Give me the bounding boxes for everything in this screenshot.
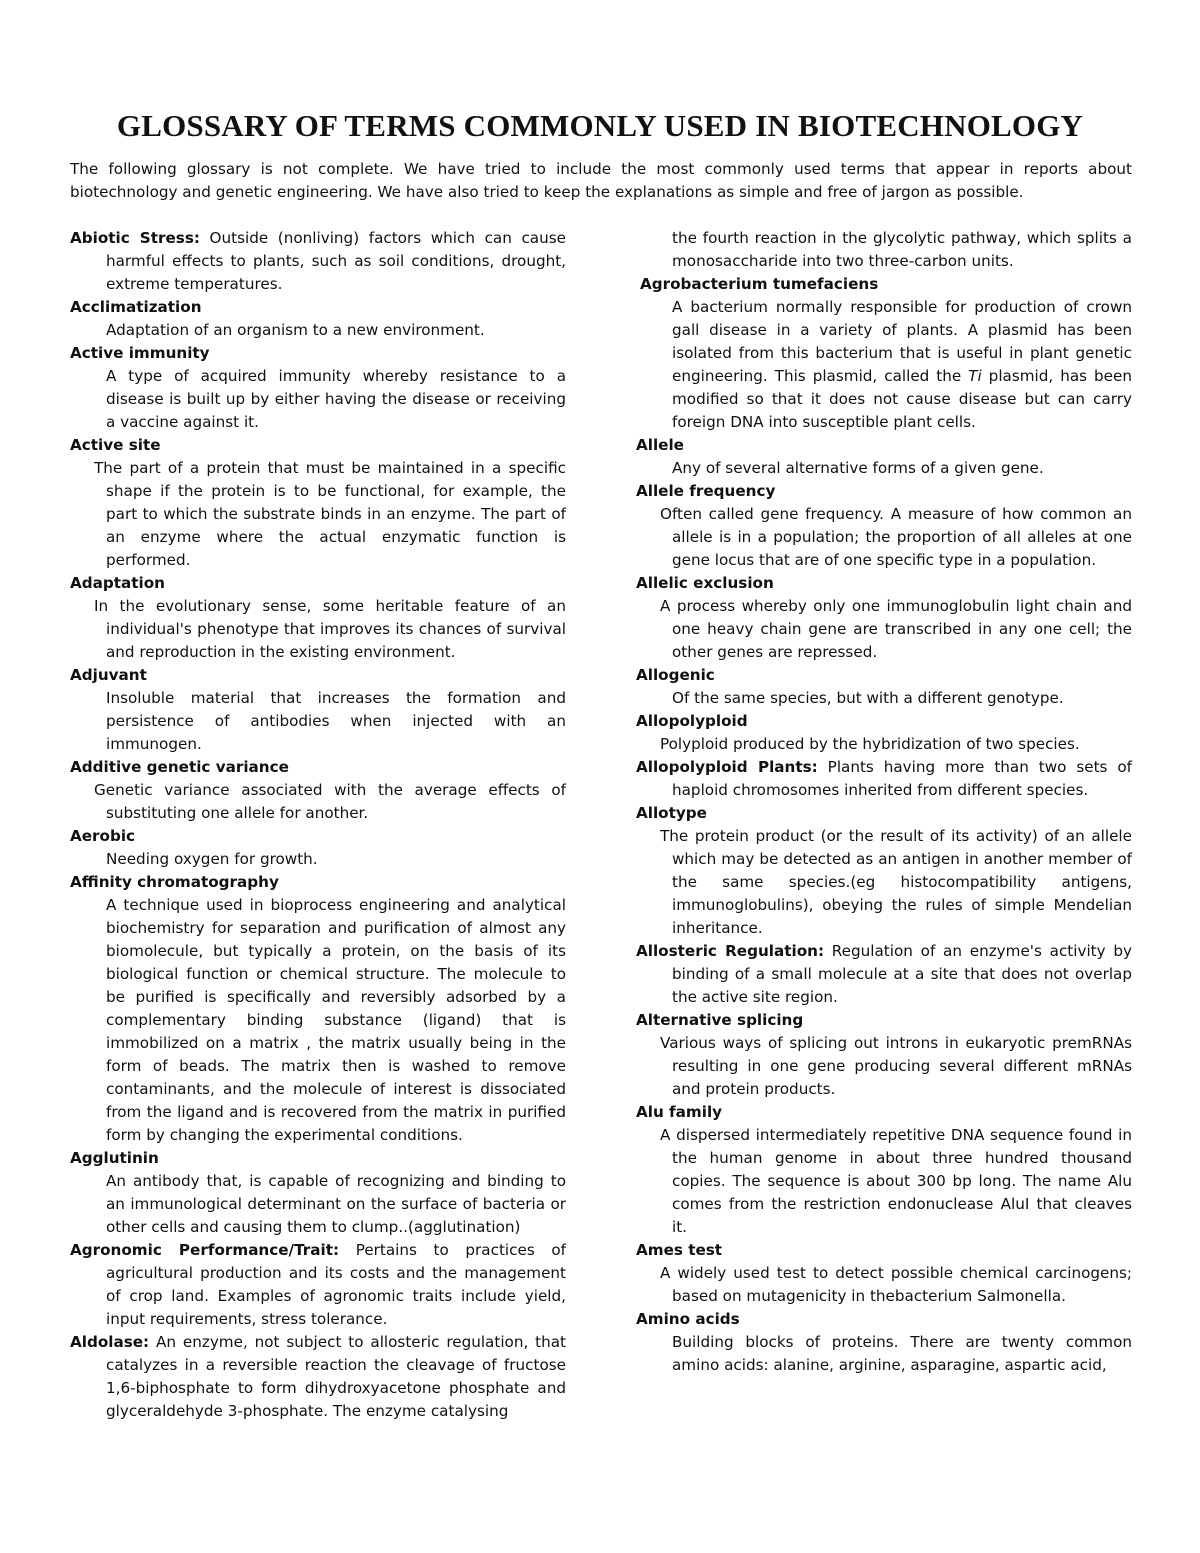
term-alu-family: Alu family (636, 1103, 723, 1121)
definition-adjuvant: Insoluble material that increases the formation and persistence of antibodies when injected with an immunogen. (106, 689, 566, 753)
definition-amino-acids: Building blocks of proteins. There are twenty common amino acids: alanine, arginine, asparagine, aspartic acid, (672, 1333, 1132, 1374)
term-allosteric-regulation: Allosteric Regulation: (636, 942, 825, 960)
definition-agrobacterium-part-b: plasmid, has been modified so that it does not cause disease but can carry foreign DNA into susceptible plant cells. (672, 367, 1132, 431)
entry-runin (636, 756, 1132, 802)
definition-agronomic-performance: Pertains to practices of agricultural production and its costs and the management of crop land. Examples of agronomic traits include yield, input requirements, stress tolerance. (106, 1241, 566, 1328)
definition-allopolyploid: Polyploid produced by the hybridization of two species. (660, 735, 1080, 753)
entry-runin (70, 1239, 566, 1331)
entry-allele (636, 434, 1132, 480)
entry-allelic-exclusion (636, 572, 1132, 664)
term-allotype: Allotype (636, 804, 707, 822)
page-title: GLOSSARY OF TERMS COMMONLY USED IN BIOTECHNOLOGY (116, 108, 1084, 143)
entry-ames-test (636, 1239, 1132, 1308)
term-agglutinin: Agglutinin (70, 1149, 159, 1167)
definition-aldolase-continued: the fourth reaction in the glycolytic pathway, which splits a monosaccharide into two three-carbon units. (672, 229, 1132, 270)
term-additive-genetic-variance: Additive genetic variance (70, 758, 289, 776)
left-column (70, 227, 566, 1423)
definition-agrobacterium (636, 296, 1132, 434)
term-adjuvant: Adjuvant (70, 666, 147, 684)
definition-agrobacterium-part-a: A bacterium normally responsible for production of crown gall disease in a variety of plants. A plasmid has been isolated from this bacterium that is useful in plant genetic engineering. This plasmid, called the (672, 298, 1132, 385)
entry-amino-acids (636, 1308, 1132, 1377)
term-allogenic: Allogenic (636, 666, 715, 684)
definition-aldolase: An enzyme, not subject to allosteric regulation, that catalyzes in a reversible reaction the cleavage of fructose 1,6-biphosphate to form dihydroxyacetone phosphate and glyceraldehyde 3-phosphate. The enzyme catalysing (106, 1333, 566, 1420)
term-allele: Allele (636, 436, 684, 454)
definition-abiotic-stress: Outside (nonliving) factors which can cause harmful effects to plants, such as soil conditions, drought, extreme temperatures. (106, 229, 566, 293)
definition-acclimatization: Adaptation of an organism to a new environment. (106, 321, 485, 339)
definition-allele-frequency: Often called gene frequency. A measure of how common an allele is in a population; the proportion of all alleles at one gene locus that are of one specific type in a population. (660, 505, 1132, 569)
term-adaptation: Adaptation (70, 574, 165, 592)
intro-paragraph: The following glossary is not complete. We have tried to include the most commonly used terms that appear in reports about biotechnology and genetic engineering. We have also tried to keep the explanations as simple and free of jargon as possible. (70, 160, 1132, 201)
entry-acclimatization (70, 296, 566, 342)
entry-alu-family (636, 1101, 1132, 1239)
definition-allogenic: Of the same species, but with a different genotype. (672, 689, 1064, 707)
ti-plasmid-name: Ti (968, 367, 982, 385)
term-ames-test: Ames test (636, 1241, 723, 1259)
entry-runin (70, 1331, 566, 1423)
entry-abiotic-stress (70, 227, 566, 296)
definition-additive-genetic-variance: Genetic variance associated with the average effects of substituting one allele for another. (94, 781, 566, 822)
definition-allele: Any of several alternative forms of a given gene. (672, 459, 1044, 477)
entry-agronomic-performance (70, 1239, 566, 1331)
definition-allopolyploid-plants: Plants having more than two sets of haploid chromosomes inherited from different species. (672, 758, 1132, 799)
entry-aldolase-continued (636, 227, 1132, 273)
term-alternative-splicing: Alternative splicing (636, 1011, 804, 1029)
entry-allotype (636, 802, 1132, 940)
term-aerobic: Aerobic (70, 827, 136, 845)
definition-active-immunity: A type of acquired immunity whereby resistance to a disease is built up by either having the disease or receiving a vaccine against it. (106, 367, 566, 431)
term-aldolase: Aldolase: (70, 1333, 150, 1351)
definition-aerobic: Needing oxygen for growth. (106, 850, 318, 868)
term-allopolyploid: Allopolyploid (636, 712, 748, 730)
definition-allosteric-regulation: Regulation of an enzyme's activity by binding of a small molecule at a site that does not overlap the active site region. (672, 942, 1133, 1006)
term-active-site: Active site (70, 436, 161, 454)
term-affinity-chromatography: Affinity chromatography (70, 873, 279, 891)
term-allopolyploid-plants: Allopolyploid Plants: (636, 758, 818, 776)
term-allelic-exclusion: Allelic exclusion (636, 574, 774, 592)
right-column (636, 227, 1132, 1377)
entry-agglutinin (70, 1147, 566, 1239)
entry-allopolyploid (636, 710, 1132, 756)
entry-agrobacterium (636, 273, 1132, 434)
term-allele-frequency: Allele frequency (636, 482, 776, 500)
entry-additive-genetic-variance (70, 756, 566, 825)
entry-runin (70, 227, 566, 296)
definition-adaptation: In the evolutionary sense, some heritable feature of an individual's phenotype that improves its chances of survival and reproduction in the existing environment. (94, 597, 566, 661)
definition-allelic-exclusion: A process whereby only one immunoglobulin light chain and one heavy chain gene are transcribed in any one cell; the other genes are repressed. (660, 597, 1132, 661)
definition-active-site: The part of a protein that must be maintained in a specific shape if the protein is to be functional, for example, the part to which the substrate binds in an enzyme. The part of an enzyme where the actual enzymatic function is performed. (94, 459, 566, 569)
entry-active-immunity (70, 342, 566, 434)
entry-allele-frequency (636, 480, 1132, 572)
term-active-immunity: Active immunity (70, 344, 210, 362)
definition-alu-family: A dispersed intermediately repetitive DNA sequence found in the human genome in about three hundred thousand copies. The sequence is about 300 bp long. The name Alu comes from the restriction endonuclease AluI that cleaves it. (660, 1126, 1132, 1236)
definition-ames-test: A widely used test to detect possible chemical carcinogens; based on mutagenicity in thebacterium Salmonella. (660, 1264, 1132, 1305)
entry-alternative-splicing (636, 1009, 1132, 1101)
definition-alternative-splicing: Various ways of splicing out introns in eukaryotic premRNAs resulting in one gene producing several different mRNAs and protein products. (660, 1034, 1132, 1098)
entry-affinity-chromatography (70, 871, 566, 1147)
entry-adjuvant (70, 664, 566, 756)
definition-agglutinin: An antibody that, is capable of recognizing and binding to an immunological determinant on the surface of bacteria or other cells and causing them to clump..(agglutination) (106, 1172, 566, 1236)
entry-adaptation (70, 572, 566, 664)
definition-affinity-chromatography: A technique used in bioprocess engineering and analytical biochemistry for separation and purification of almost any biomolecule, but typically a protein, on the basis of its biological function or chemical structure. The molecule to be purified is specifically and reversibly adsorbed by a complementary binding substance (ligand) that is immobilized on a matrix , the matrix usually being in the form of beads. The matrix then is washed to remove contaminants, and the molecule of interest is dissociated from the ligand and is recovered from the matrix in purified form by changing the experimental conditions. (106, 896, 566, 1144)
entry-runin (636, 940, 1132, 1009)
entry-aerobic (70, 825, 566, 871)
term-agrobacterium: Agrobacterium tumefaciens (640, 275, 879, 293)
entry-allopolyploid-plants (636, 756, 1132, 802)
term-abiotic-stress: Abiotic Stress: (70, 229, 200, 247)
term-agronomic-performance: Agronomic Performance/Trait: (70, 1241, 340, 1259)
entry-allogenic (636, 664, 1132, 710)
entry-aldolase (70, 1331, 566, 1423)
term-acclimatization: Acclimatization (70, 298, 202, 316)
term-amino-acids: Amino acids (636, 1310, 740, 1328)
entry-allosteric-regulation (636, 940, 1132, 1009)
definition-allotype: The protein product (or the result of its activity) of an allele which may be detected as an antigen in another member of the same species.(eg histocompatibility antigens, immunoglobulins), obeying the rules of simple Mendelian inheritance. (660, 827, 1132, 937)
entry-active-site (70, 434, 566, 572)
